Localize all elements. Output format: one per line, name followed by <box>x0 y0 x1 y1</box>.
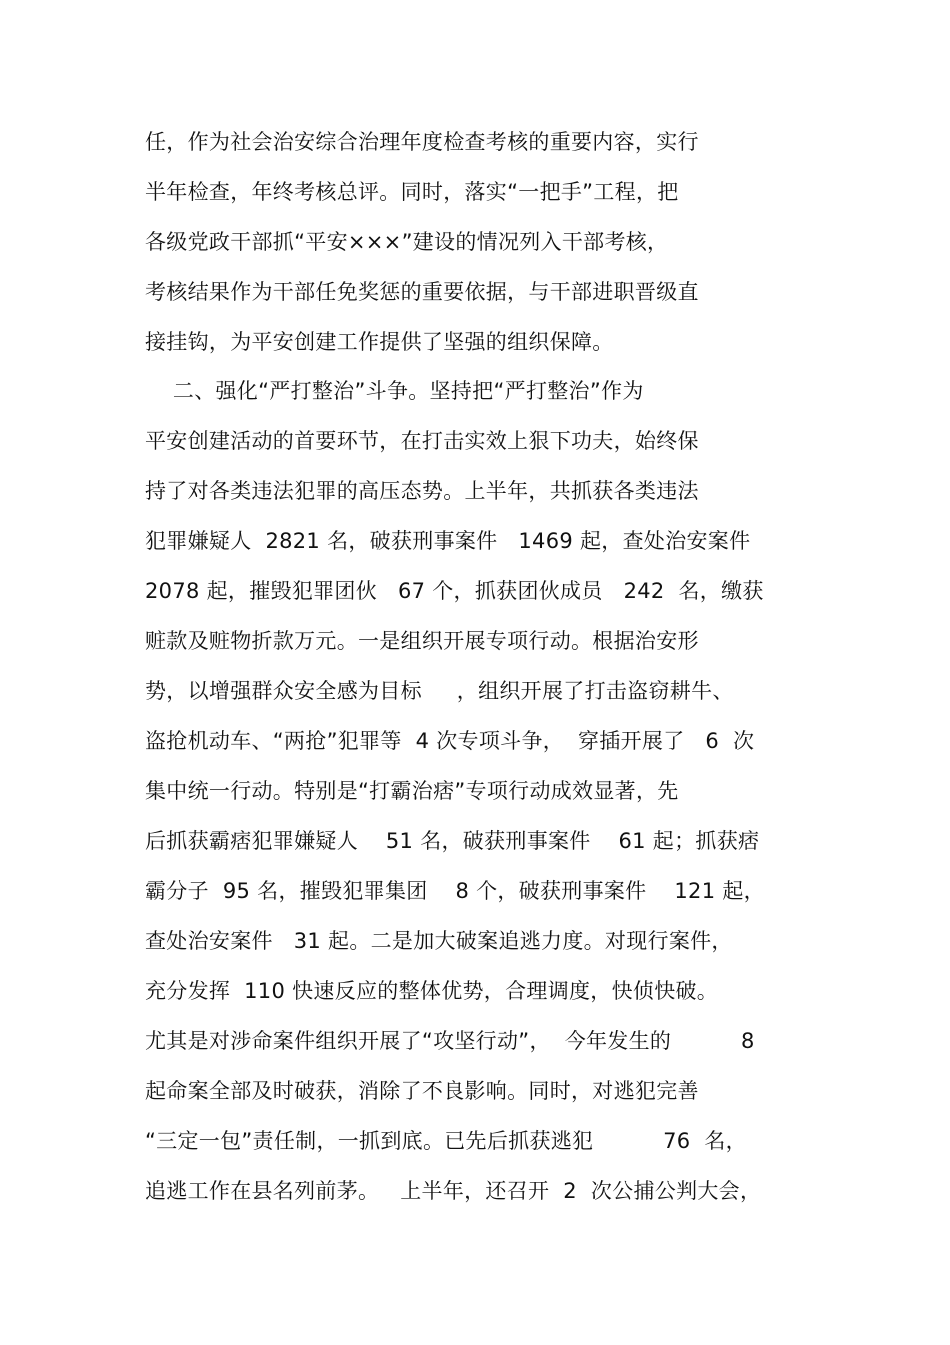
text-line-16: 霸分子 95 名，摧毁犯罪集团 8 个，破获刑事案件 121 起， <box>145 879 765 903</box>
text-line-19: 尤其是对涉命案件组织开展了“攻坚行动”， 今年发生的 8 <box>145 1029 755 1053</box>
text-line-15: 后抓获霸痞犯罪嫌疑人 51 名，破获刑事案件 61 起；抓获痞 <box>145 829 760 853</box>
text-line-1: 任，作为社会治安综合治理年度检查考核的重要内容，实行 <box>145 130 699 154</box>
text-line-9: 犯罪嫌疑人 2821 名，破获刑事案件 1469 起，查处治安案件 <box>145 529 751 553</box>
text-line-2: 半年检查，年终考核总评。同时，落实“一把手”工程，把 <box>145 180 679 204</box>
text-line-12: 势，以增强群众安全感为目标 ，组织开展了打击盗窃耕牛、 <box>145 679 734 703</box>
text-line-13: 盗抢机动车、“两抢”犯罪等 4 次专项斗争， 穿插开展了 6 次 <box>145 729 755 753</box>
text-line-4: 考核结果作为干部任免奖惩的重要依据，与干部进职晋级直 <box>145 280 699 304</box>
text-line-18: 充分发挥 110 快速反应的整体优势，合理调度，快侦快破。 <box>145 979 719 1003</box>
text-line-22: 追逃工作在县名列前茅。 上半年，还召开 2 次公捕公判大会， <box>145 1179 762 1203</box>
text-line-21: “三定一包”责任制，一抓到底。已先后抓获逃犯 76 名， <box>145 1129 747 1153</box>
text-line-11: 赃款及赃物折款万元。一是组织开展专项行动。根据治安形 <box>145 629 699 653</box>
text-line-5: 接挂钩，为平安创建工作提供了坚强的组织保障。 <box>145 330 614 354</box>
text-line-6: 二、强化“严打整治”斗争。坚持把“严打整治”作为 <box>145 379 644 403</box>
text-line-3: 各级党政干部抓“平安×××”建设的情况列入干部考核， <box>145 230 669 254</box>
text-line-10: 2078 起，摧毁犯罪团伙 67 个，抓获团伙成员 242 名，缴获 <box>145 579 764 603</box>
text-line-20: 起命案全部及时破获，消除了不良影响。同时，对逃犯完善 <box>145 1079 699 1103</box>
text-line-7: 平安创建活动的首要环节，在打击实效上狠下功夫，始终保 <box>145 429 699 453</box>
text-line-8: 持了对各类违法犯罪的高压态势。上半年，共抓获各类违法 <box>145 479 699 503</box>
text-line-14: 集中统一行动。特别是“打霸治痞”专项行动成效显著，先 <box>145 779 679 803</box>
text-line-17: 查处治安案件 31 起。二是加大破案追逃力度。对现行案件， <box>145 929 733 953</box>
